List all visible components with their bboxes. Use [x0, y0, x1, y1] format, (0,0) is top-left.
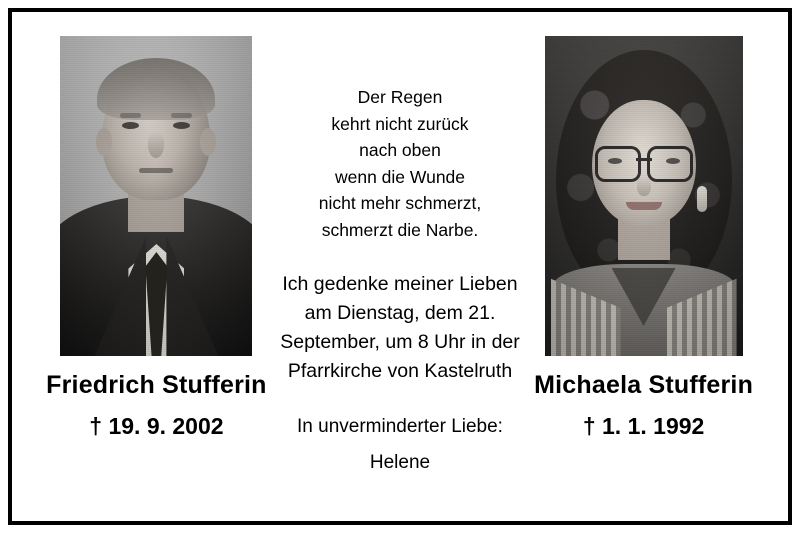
verse-line: schmerzt die Narbe.	[321, 219, 479, 240]
verse-line: Der Regen	[357, 87, 443, 107]
cross-icon: †	[582, 412, 596, 439]
verse-line: nicht mehr schmerzt,	[318, 193, 482, 214]
verse-line: kehrt nicht zurück	[331, 113, 469, 134]
left-person-date: 19. 9. 2002	[108, 412, 224, 439]
left-person-block	[40, 36, 273, 439]
right-person-name: Michaela Stufferin	[534, 371, 754, 399]
cross-icon: †	[89, 412, 103, 439]
verse	[319, 84, 481, 244]
left-person-name: Friedrich Stufferin	[46, 371, 267, 399]
closing-text: In unverminderter Liebe:	[297, 415, 503, 437]
photo-vignette	[60, 36, 252, 356]
center-text-block	[273, 36, 527, 478]
notice-border-frame	[8, 8, 792, 525]
verse-line: wenn die Wunde	[334, 166, 466, 187]
portrait-photo-woman	[545, 36, 743, 356]
right-person-block	[527, 36, 760, 439]
signature-name: Helene	[369, 452, 431, 474]
right-person-date: 1. 1. 1992	[602, 412, 705, 439]
memorial-text: Ich gedenke meiner Lieben am Dienstag, dem 21. September, um 8 Uhr in der Pfarrkirche von Kastelruth	[280, 272, 520, 383]
photo-vignette	[545, 36, 743, 356]
verse-line: nach oben	[359, 140, 441, 161]
notice-content	[12, 12, 788, 521]
portrait-photo-man	[60, 36, 252, 356]
right-portrait-photo	[545, 36, 743, 356]
left-person-date-line	[89, 414, 223, 439]
left-portrait-photo	[60, 36, 252, 356]
right-person-date-line	[583, 414, 705, 439]
